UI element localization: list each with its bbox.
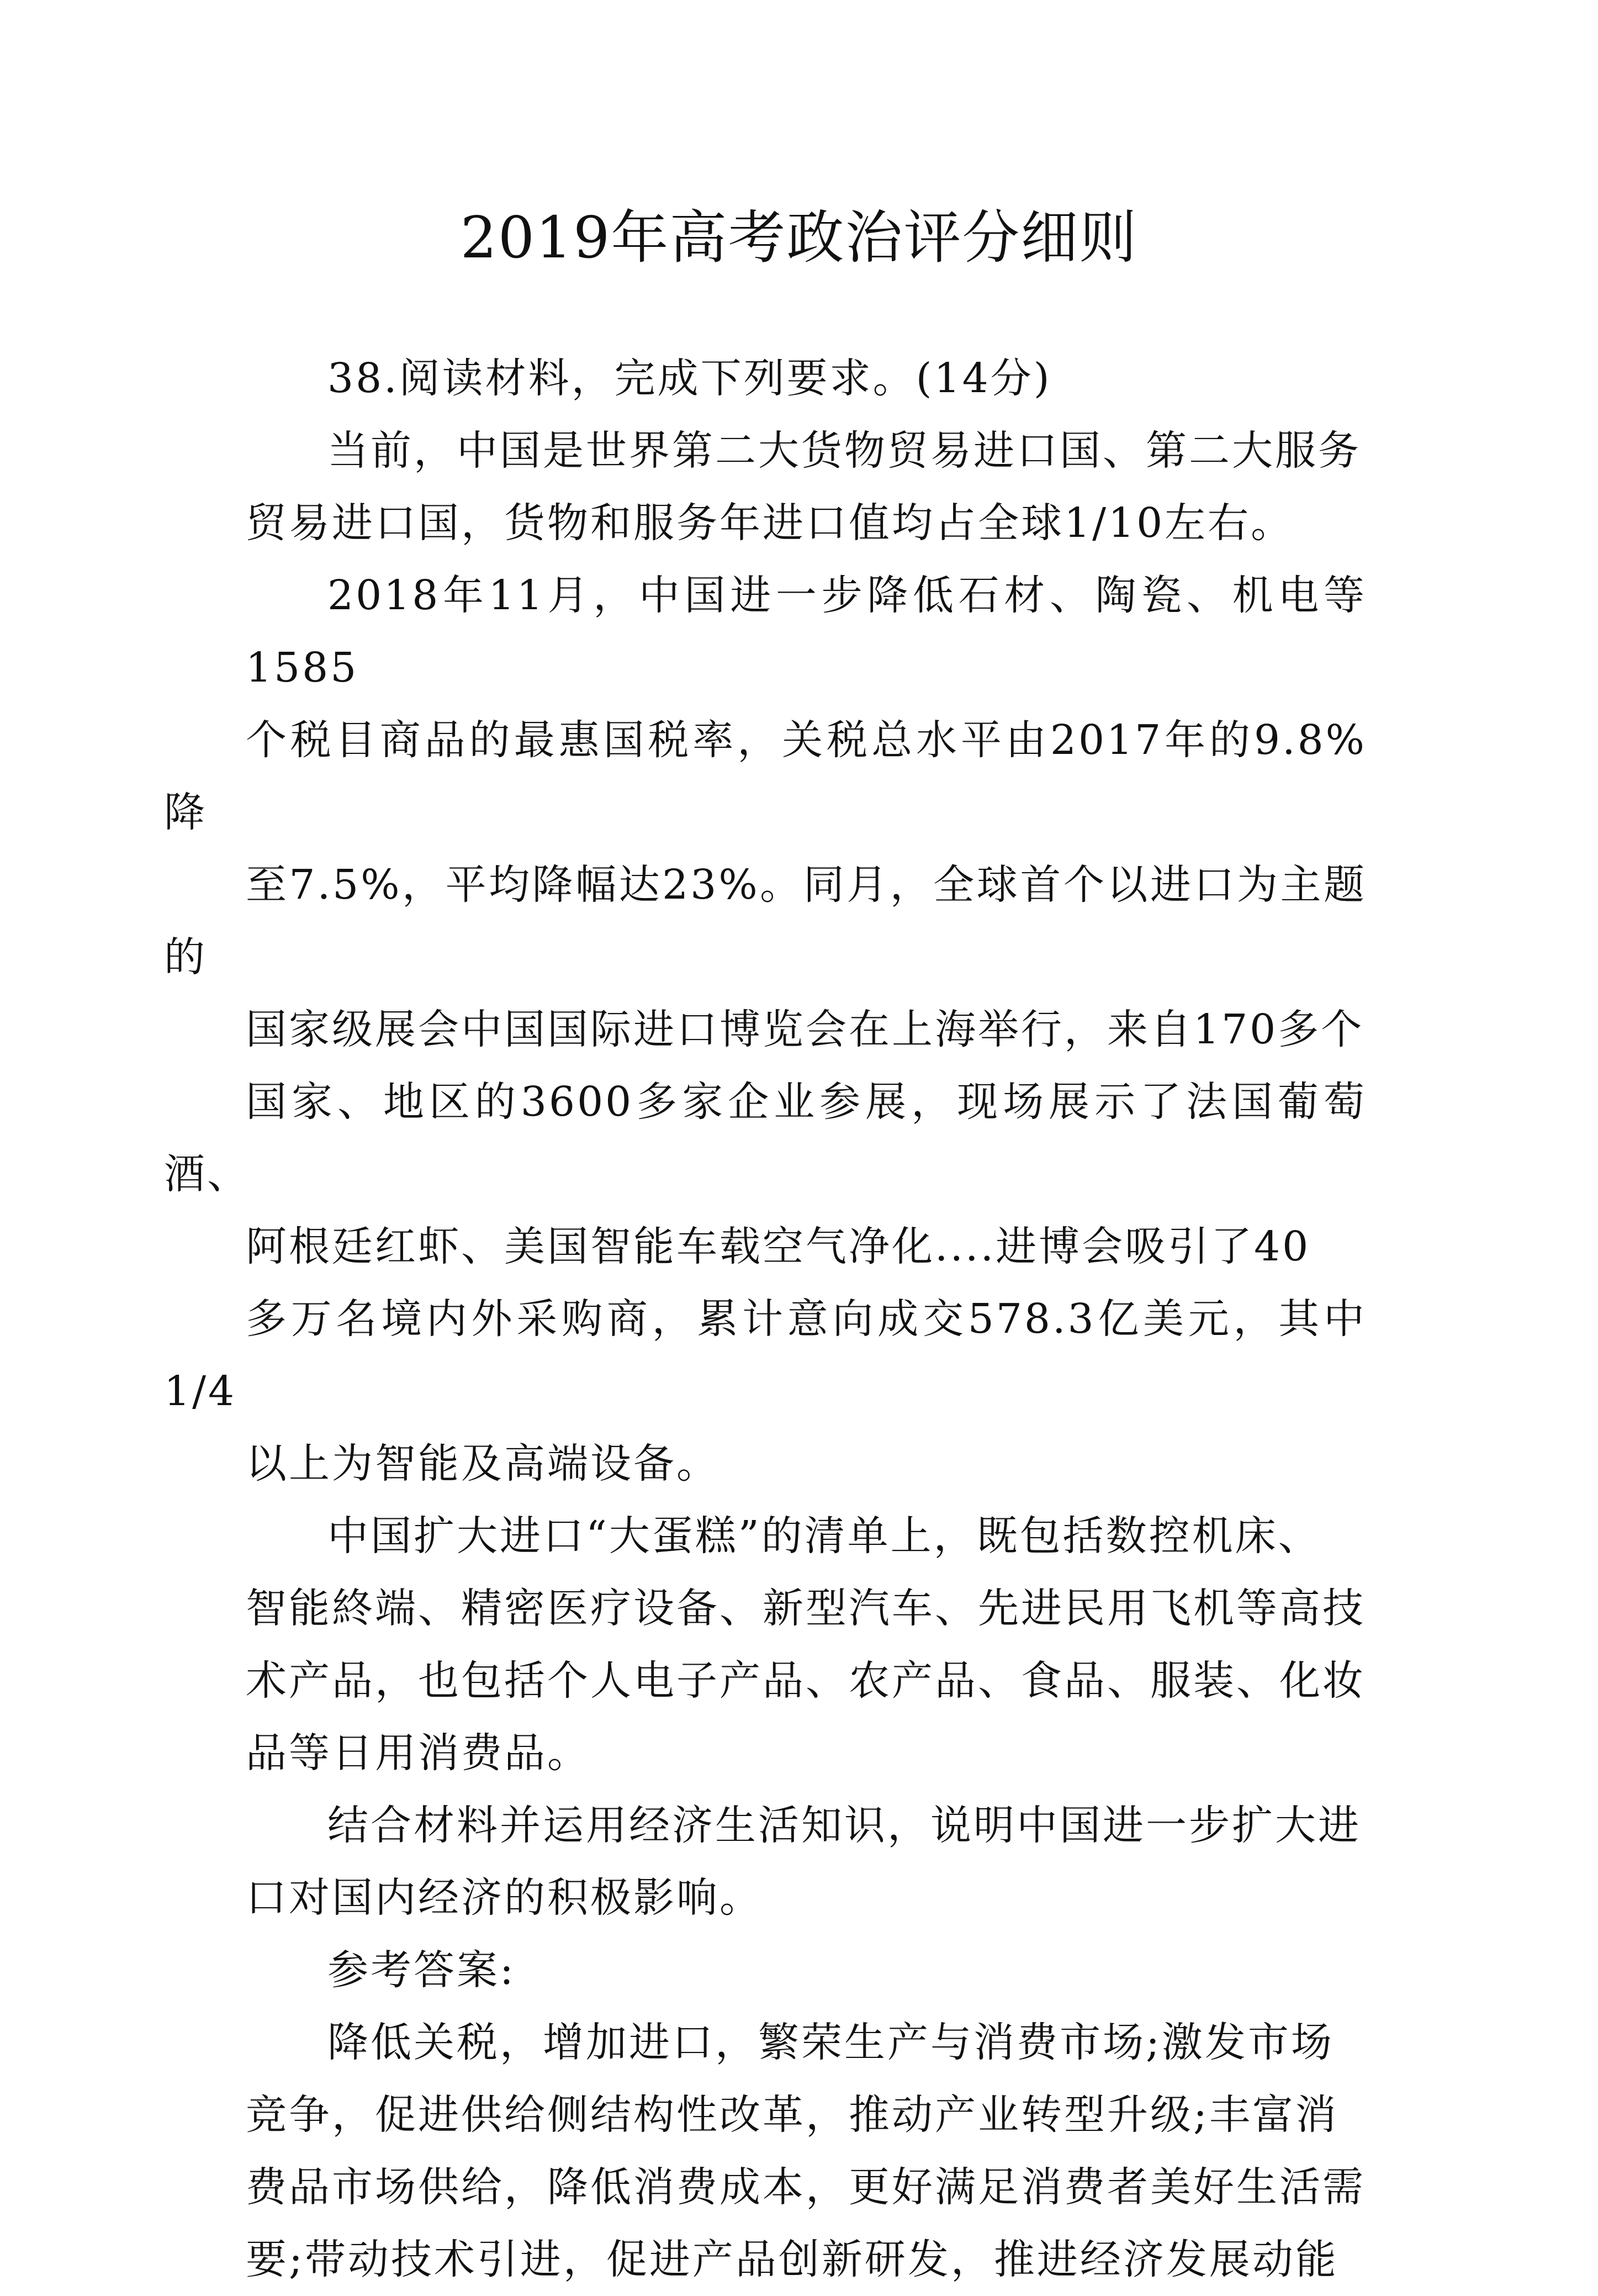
material-paragraph-2 bbox=[164, 560, 1367, 1500]
text-line: 智能終端、精密医疗设备、新型汽车、先进民用飞机等高技 bbox=[246, 1585, 1366, 1632]
answer-paragraph bbox=[246, 2007, 1367, 2296]
text-line: 降低关税，增加进口，繁荣生产与消费市场;激发市场 bbox=[327, 2019, 1334, 2066]
text-line: 贸易进口国，货物和服务年进口值均占全球1/10左右。 bbox=[246, 499, 1294, 547]
answer-heading bbox=[246, 1934, 1367, 2007]
text-line: 竞争，促进供给侧结构性改革，推动产业转型升级;丰富消 bbox=[246, 2091, 1338, 2139]
text-line: 2018年11月，中国进一步降低石材、陶瓷、机电等1585 bbox=[246, 572, 1367, 692]
question-prompt bbox=[246, 342, 1367, 415]
text-line: 至7.5%，平均降幅达23%。同月，全球首个以进口为主题的 bbox=[164, 861, 1367, 981]
document-body bbox=[164, 342, 1367, 2296]
question-requirement bbox=[246, 1790, 1367, 1934]
text-line: 结合材料并运用经济生活知识，说明中国进一步扩大进 bbox=[327, 1802, 1361, 1849]
text-line: 费品市场供给，降低消费成本，更好满足消费者美好生活需 bbox=[246, 2163, 1366, 2211]
text-line: 当前，中国是世界第二大货物贸易进口国、第二大服务 bbox=[327, 427, 1361, 474]
text-line: 口对国内经济的积极影响。 bbox=[246, 1874, 763, 1922]
text-line: 参考答案: bbox=[327, 1946, 516, 1994]
material-paragraph-3 bbox=[246, 1500, 1367, 1790]
material-paragraph-1 bbox=[246, 415, 1367, 560]
text-line: 多万名境内外采购商，累计意向成交578.3亿美元，其中1/4 bbox=[164, 1295, 1367, 1415]
text-line: 品等日用消费品。 bbox=[246, 1729, 590, 1777]
text-line: 以上为智能及高端设备。 bbox=[246, 1440, 719, 1487]
text-line: 国家级展会中国国际进口博览会在上海举行，来自170多个 bbox=[246, 1006, 1364, 1053]
text-line: 阿根廷红虾、美国智能车载空气净化....进博会吸引了40 bbox=[246, 1223, 1311, 1270]
text-line: 个税目商品的最惠国税率，关税总水平由2017年的9.8%降 bbox=[164, 716, 1367, 836]
text-line: 国家、地区的3600多家企业参展，现场展示了法国葡萄酒、 bbox=[164, 1078, 1367, 1198]
text-line: 中国扩大进口“大蛋糕”的清单上，既包括数控机床、 bbox=[327, 1512, 1321, 1560]
document-title: 2019年高考政治评分细则 bbox=[460, 204, 1138, 271]
text-line: 38.阅读材料，完成下列要求。(14分) bbox=[327, 355, 1052, 402]
text-line: 术产品，也包括个人电子产品、农产品、食品、服装、化妆 bbox=[246, 1657, 1366, 1704]
text-line: 要;带动技术引进，促进产品创新研发，推进经济发展动能 bbox=[246, 2236, 1338, 2283]
